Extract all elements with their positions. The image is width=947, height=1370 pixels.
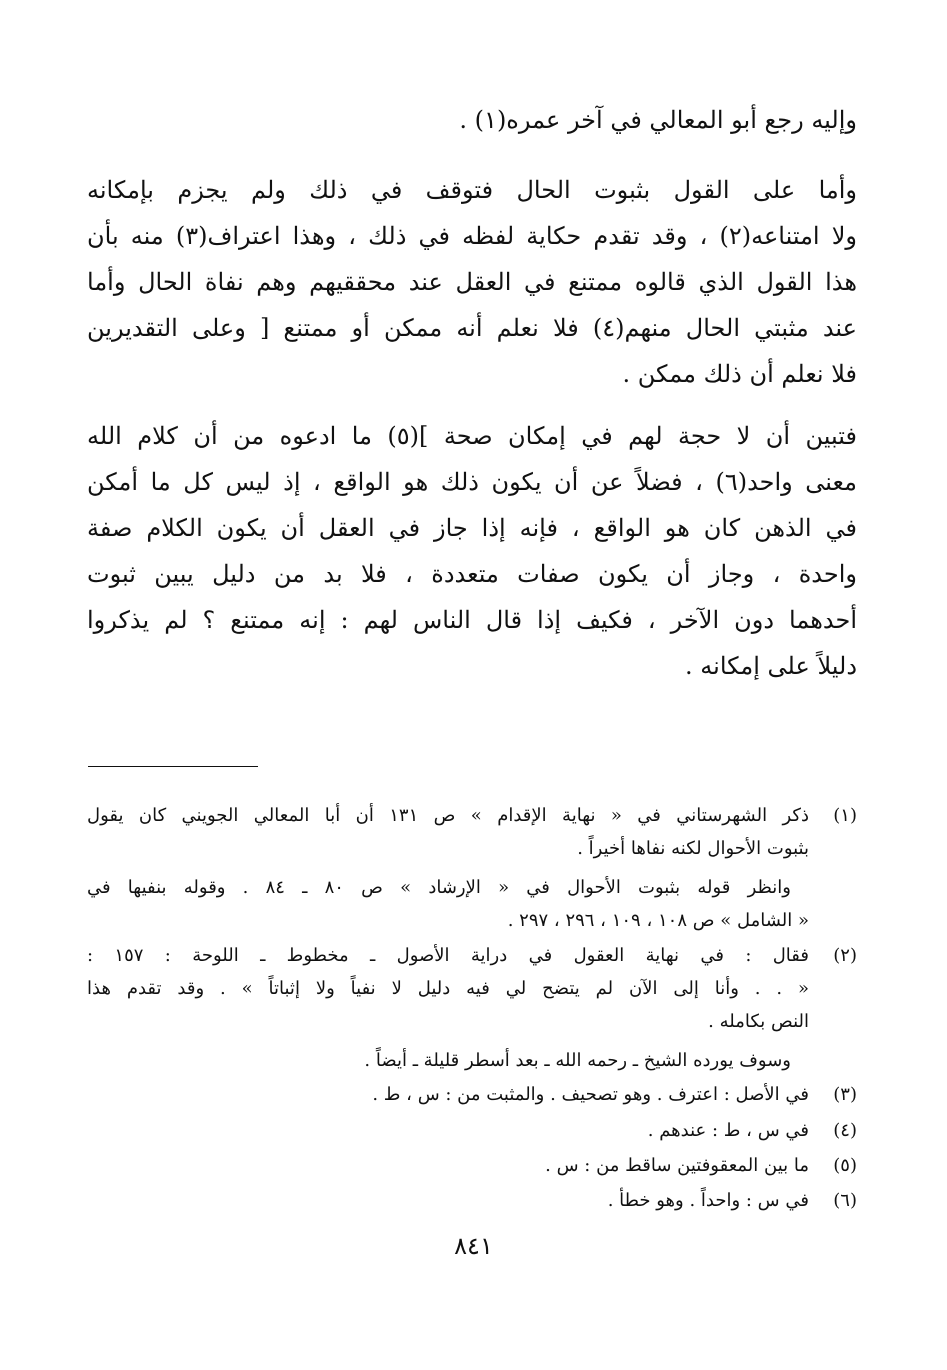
footnote-line: بثبوت الأحوال لكنه نفاها أخيراً . bbox=[577, 838, 809, 859]
footnote-number: (٢) bbox=[833, 945, 857, 966]
text-line: أحدهما دون الآخر ، فكيف إذا قال الناس لهم : إنه ممتنع ؟ لم يذكروا bbox=[87, 606, 857, 634]
footnote-line: وانظر قوله بثبوت الأحوال في « الإرشاد » ص ٨٠ ـ ٨٤ . وقوله بنفيها في bbox=[87, 877, 791, 898]
text-line: عند مثبتي الحال منهم(٤) فلا نعلم أنه ممكن أو ممتنع [ وعلى التقديرين bbox=[87, 314, 857, 342]
footnote-text: في س : واحداً . وهو خطأ . bbox=[607, 1190, 809, 1211]
footnote-number: (١) bbox=[833, 805, 857, 826]
footnote-line: وسوف يورده الشيخ ـ رحمه الله ـ بعد أسطر قليلة ـ أيضاً . bbox=[364, 1050, 791, 1071]
footnote-line bbox=[87, 1185, 857, 1217]
text-line: فلا نعلم أن ذلك ممكن . bbox=[622, 360, 857, 388]
text-line: وأما على القول بثبوت الحال فتوقف في ذلك ولم يجزم بإمكانه bbox=[87, 176, 857, 204]
footnote-text: ما بين المعقوفتين ساقط من : س . bbox=[545, 1155, 809, 1176]
footnote-line: « الشامل » ص ١٠٨ ، ١٠٩ ، ٢٩٦ ، ٢٩٧ . bbox=[507, 910, 809, 931]
text-line: ولا امتناعه(٢) ، وقد تقدم حكاية لفظه في ذلك ، وهذا اعتراف(٣) منه بأن bbox=[87, 222, 857, 250]
footnote-line: « . . وأنا إلى الآن لم يتضح لي فيه دليل لا نفياً ولا إثباتاً » . وقد تقدم هذا bbox=[87, 978, 809, 999]
footnote-number: (٤) bbox=[833, 1120, 857, 1141]
text-line: فتبين أن لا حجة لهم في إمكان صحة ](٥) ما ادعوه من أن كلام الله bbox=[87, 422, 857, 450]
footnote-separator bbox=[88, 766, 258, 767]
text-line: واحدة ، وجاز أن يكون صفات متعددة ، فلا بد من دليل يبين ثبوت bbox=[87, 560, 857, 588]
footnote-line bbox=[87, 1115, 857, 1147]
footnote-text: ذكر الشهرستاني في « نهاية الإقدام » ص ١٣١ أن أبا المعالي الجويني كان يقول bbox=[87, 805, 809, 826]
footnote-number: (٦) bbox=[833, 1190, 857, 1211]
footnote-text: فقال : في نهاية العقول في دراية الأصول ـ مخطوط ـ اللوحة : ١٥٧ : bbox=[87, 945, 809, 966]
text-line: وإليه رجع أبو المعالي في آخر عمره(١) . bbox=[459, 106, 857, 134]
footnote-line bbox=[87, 940, 857, 972]
text-line: في الذهن كان هو الواقع ، فإنه إذا جاز في العقل أن يكون الكلام صفة bbox=[87, 514, 857, 542]
footnote-line bbox=[87, 1079, 857, 1111]
footnote-text: في س ، ط : عندهم . bbox=[647, 1120, 809, 1141]
footnote-number: (٥) bbox=[833, 1155, 857, 1176]
footnote-text: في الأصل : اعترف . وهو تصحيف . والمثبت من : س ، ط . bbox=[372, 1084, 809, 1105]
text-line: دليلاً على إمكانه . bbox=[685, 652, 857, 680]
footnote-line bbox=[87, 800, 857, 832]
text-line: معنى واحد(٦) ، فضلاً عن أن يكون ذلك هو الواقع ، إذ ليس كل ما أمكن bbox=[87, 468, 857, 496]
text-line: هذا القول الذي قالوه ممتنع في العقل عند محققيهم وهم نفاة الحال وأما bbox=[87, 268, 857, 296]
footnote-line: النص بكامله . bbox=[708, 1011, 809, 1032]
footnote-line bbox=[87, 1150, 857, 1182]
page-number: ٨٤١ bbox=[454, 1232, 493, 1260]
footnote-number: (٣) bbox=[833, 1084, 857, 1105]
